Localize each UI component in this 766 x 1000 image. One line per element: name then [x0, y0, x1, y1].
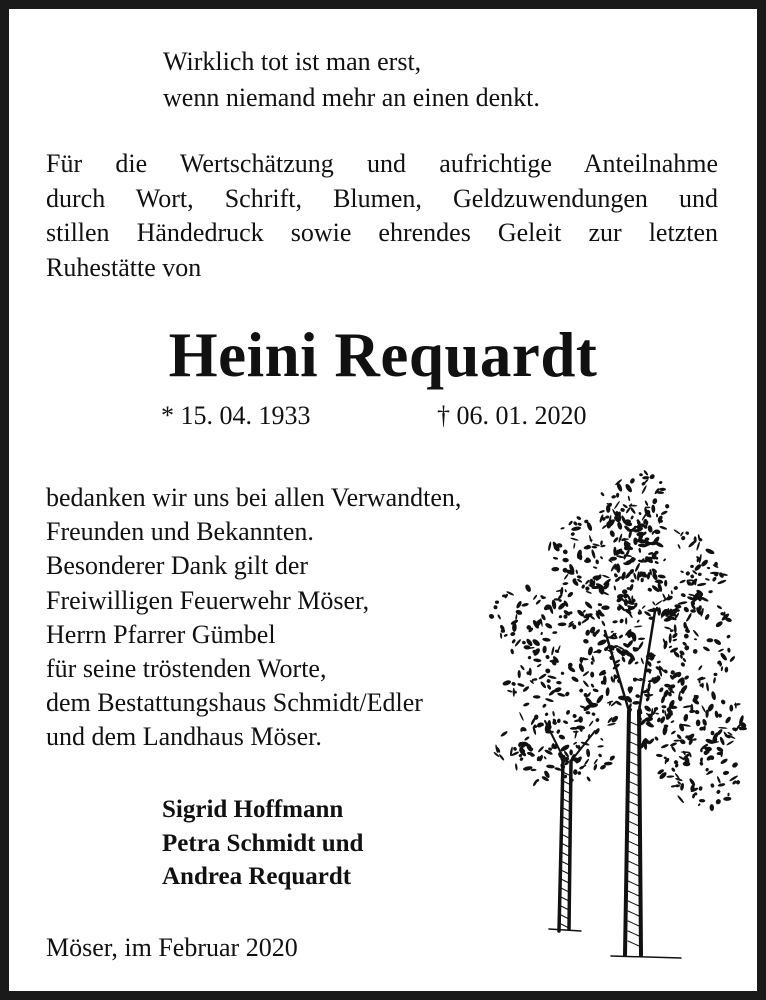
thanks-line: für seine tröstenden Worte,	[46, 654, 327, 684]
signer-name: Andrea Requardt	[162, 863, 352, 890]
quote-line: wenn niemand mehr an einen denkt.	[163, 83, 540, 112]
thanks-line: Freunden und Bekannten.	[46, 517, 314, 547]
intro-line: durch Wort, Schrift, Blumen, Geldzuwendungen und	[46, 183, 718, 213]
thanks-line: dem Bestattungshaus Schmidt/Edler	[46, 688, 423, 718]
intro-line: stillen Händedruck sowie ehrendes Geleit zur letzten	[46, 218, 718, 247]
intro-line: Für die Wertschätzung und aufrichtige Anteilnahme	[46, 149, 718, 178]
deceased-name: Heini Requardt	[168, 320, 598, 390]
signers	[162, 793, 363, 894]
thanks-line: Freiwilligen Feuerwehr Möser,	[46, 585, 370, 615]
thanks-line: bedanken wir uns bei allen Verwandten,	[46, 483, 462, 512]
birth-date: * 15. 04. 1933	[161, 401, 311, 430]
death-date: † 06. 01. 2020	[437, 401, 587, 430]
signer-name: Sigrid Hoffmann	[162, 796, 344, 823]
thanks-line: Herrn Pfarrer Gümbel	[46, 619, 276, 649]
thanks-text	[46, 481, 461, 755]
place-and-date: Möser, im Februar 2020	[46, 933, 298, 962]
thanks-line: und dem Landhaus Möser.	[46, 722, 322, 752]
signer-name: Petra Schmidt und	[162, 829, 364, 857]
quote-line: Wirklich tot ist man erst,	[163, 47, 422, 76]
tree-illustration-icon	[485, 461, 747, 969]
intro-line: Ruhestätte von	[46, 252, 202, 282]
memorial-quote	[163, 44, 540, 116]
thanks-line: Besonderer Dank gilt der	[46, 551, 309, 581]
gratitude-intro	[46, 147, 718, 285]
